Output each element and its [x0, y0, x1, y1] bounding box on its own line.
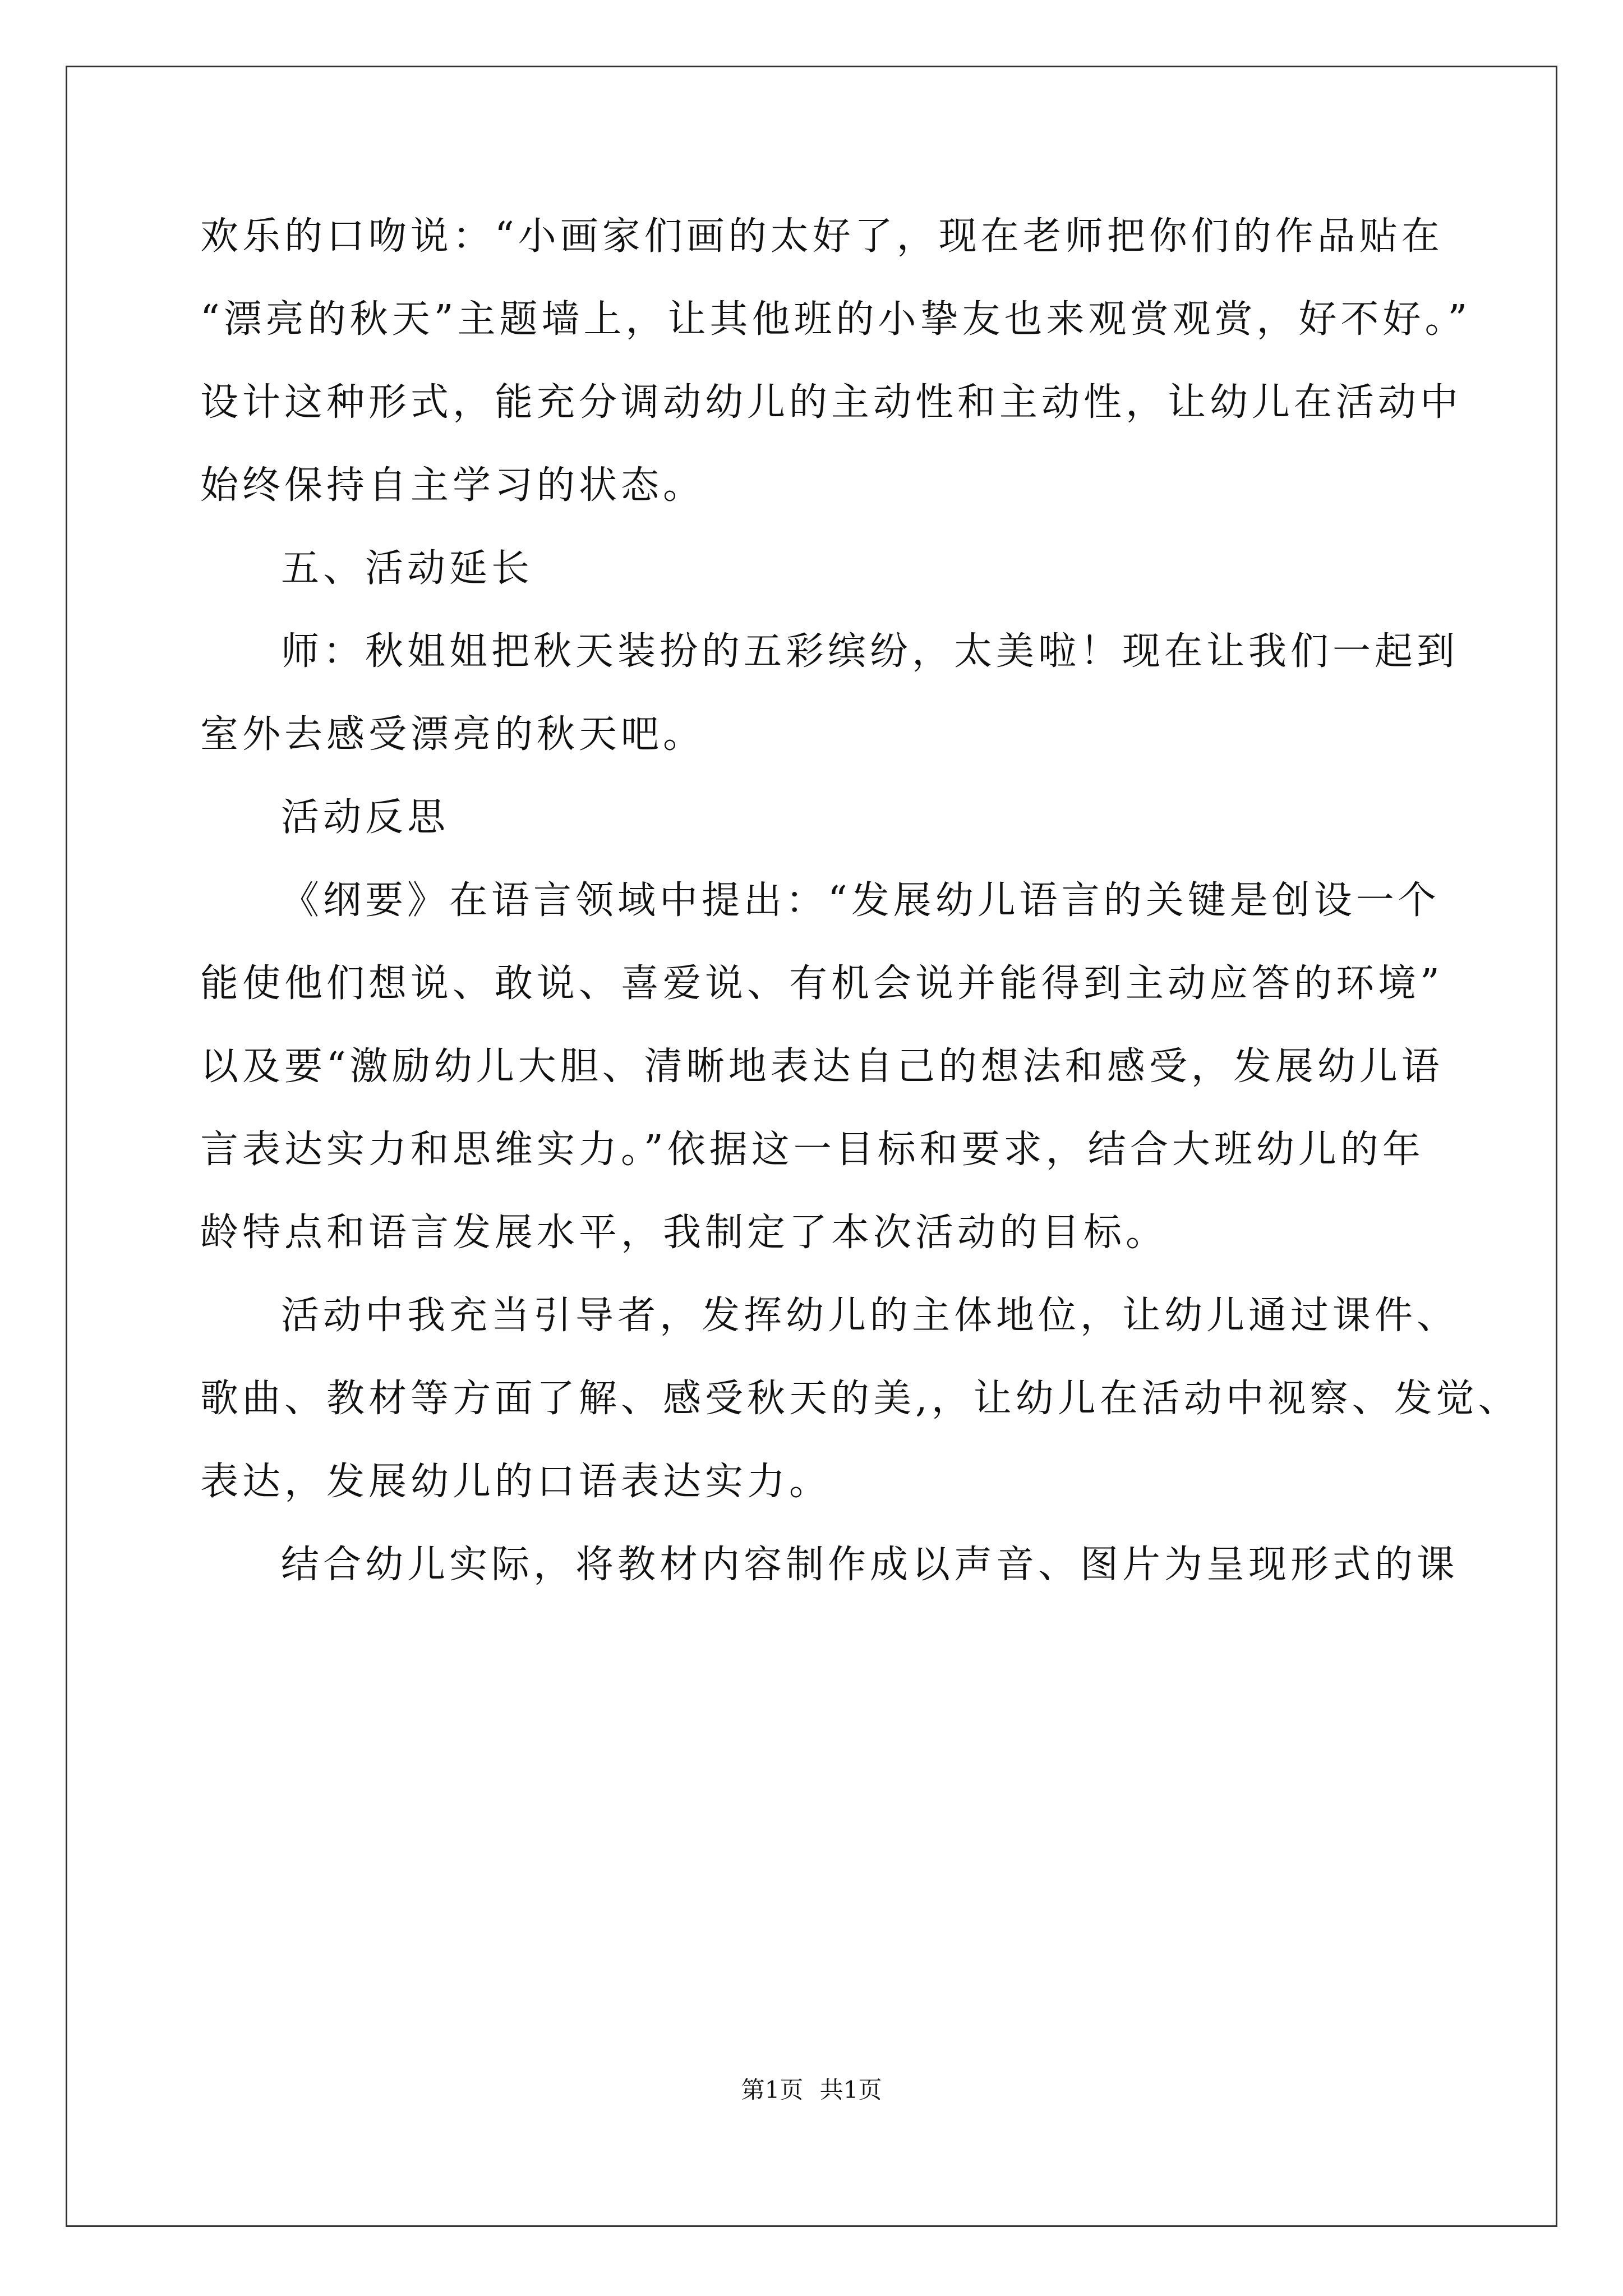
paragraph-line: “漂亮的秋天”主题墙上，让其他班的小挚友也来观赏观赏，好不好。”	[200, 297, 1472, 342]
paragraph-line: 以及要“激励幼儿大胆、清晰地表达自己的想法和感受，发展幼儿语	[200, 1045, 1444, 1089]
page-number-current: 第1页	[741, 2076, 804, 2104]
paragraph-line: 歌曲、教材等方面了解、感受秋天的美,，让幼儿在活动中视察、发觉、	[200, 1377, 1520, 1421]
paragraph-line: 活动中我充当引导者，发挥幼儿的主体地位，让幼儿通过课件、	[281, 1294, 1459, 1338]
page-number-total: 共1页	[819, 2076, 882, 2104]
paragraph-line: 《纲要》在语言领域中提出：“发展幼儿语言的关键是创设一个	[281, 878, 1440, 923]
page-footer	[0, 2073, 1623, 2107]
paragraph-line: 设计这种形式，能充分调动幼儿的主动性和主动性，让幼儿在活动中	[200, 380, 1463, 425]
section-heading: 活动反思	[281, 795, 450, 840]
paragraph-line: 师：秋姐姐把秋天装扮的五彩缤纷，太美啦！现在让我们一起到	[281, 629, 1459, 674]
paragraph-line: 室外去感受漂亮的秋天吧。	[200, 712, 706, 757]
paragraph-line: 能使他们想说、敢说、喜爱说、有机会说并能得到主动应答的环境”	[200, 961, 1444, 1006]
section-heading: 五、活动延长	[281, 546, 534, 591]
paragraph-line: 结合幼儿实际，将教材内容制作成以声音、图片为呈现形式的课	[281, 1543, 1459, 1587]
paragraph-line: 欢乐的口吻说：“小画家们画的太好了，现在老师把你们的作品贴在	[200, 214, 1444, 259]
paragraph-line: 始终保持自主学习的状态。	[200, 463, 706, 508]
paragraph-line: 龄特点和语言发展水平，我制定了本次活动的目标。	[200, 1211, 1168, 1255]
paragraph-line: 言表达实力和思维实力。”依据这一目标和要求，结合大班幼儿的年	[200, 1128, 1424, 1172]
paragraph-line: 表达，发展幼儿的口语表达实力。	[200, 1460, 832, 1504]
